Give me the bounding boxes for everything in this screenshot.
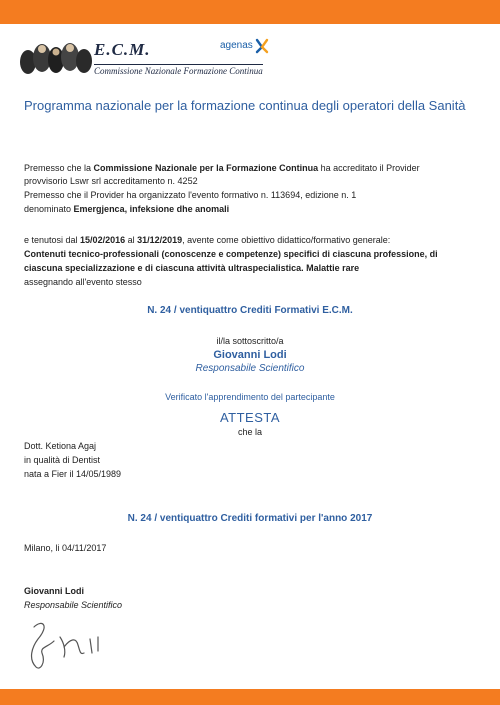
objective-line-1: Contenuti tecnico-professionali (conoscenze e competenze) specifici di ciascuna professione, di [24,249,438,259]
period-end: 31/12/2019 [137,235,183,245]
signatory-intro: il/la sottoscritto/a [216,336,284,346]
handwritten-signature [20,617,120,675]
intro-line-2: provvisorio Lswr srl accreditamento n. 4252 [24,176,198,186]
agenas-logo-text: agenas [220,40,253,51]
credits-year: N. 24 / ventiquattro Crediti formativi per l'anno 2017 [127,513,373,524]
attesta-heading: ATTESTA [219,410,281,425]
verified-line: Verificato l'apprendimento del partecipante [165,392,335,402]
che-la: che la [237,427,263,437]
credits-event: N. 24 / ventiquattro Crediti Formativi E.C.M. [147,305,353,316]
program-title: Programma nazionale per la formazione continua degli operatori della Sanità [24,98,466,113]
period-line: e tenutosi dal 15/02/2016 al 31/12/2019, avente come obiettivo didattico/formativo generale: [24,235,391,245]
bottom-accent-bar [0,689,500,705]
ecm-logo-subtitle: Commissione Nazionale Formazione Continua [94,66,263,76]
certificate-header [14,38,486,80]
participant-name: Dott. Ketiona Agaj [24,441,97,451]
ecm-logo-image [18,40,93,76]
event-name: Emergjenca, infeksione dhe anomali [73,204,230,214]
intro-line-1: Premesso che la Commissione Nazionale per la Formazione Continua ha accreditato il Provider [24,163,420,173]
agenas-logo-icon [254,38,270,54]
objective-line-2: ciascuna specializzazione e di ciascuna attività ultraspecialistica. Malattie rare [24,263,360,273]
participant-quality: in qualità di Dentist [24,455,101,465]
signatory-name: Giovanni Lodi [213,349,287,361]
intro-line-4: denominato Emergjenca, infeksione dhe anomali [24,204,230,214]
footer-signatory-name: Giovanni Lodi [24,586,84,596]
participant-birth: nata a Fier il 14/05/1989 [24,469,122,479]
signatory-role: Responsabile Scientifico [195,363,305,374]
footer-signatory-role: Responsabile Scientifico [24,600,123,610]
place-date: Milano, li 04/11/2017 [24,543,107,553]
period-start: 15/02/2016 [80,235,126,245]
top-accent-bar [0,0,500,24]
ecm-logo-title: E.C.M. [94,40,151,59]
commission-name: Commissione Nazionale per la Formazione Continua [93,163,319,173]
assign-line: assegnando all'evento stesso [24,277,142,287]
intro-line-3: Premesso che il Provider ha organizzato l'evento formativo n. 113694, edizione n. 1 [24,190,357,200]
